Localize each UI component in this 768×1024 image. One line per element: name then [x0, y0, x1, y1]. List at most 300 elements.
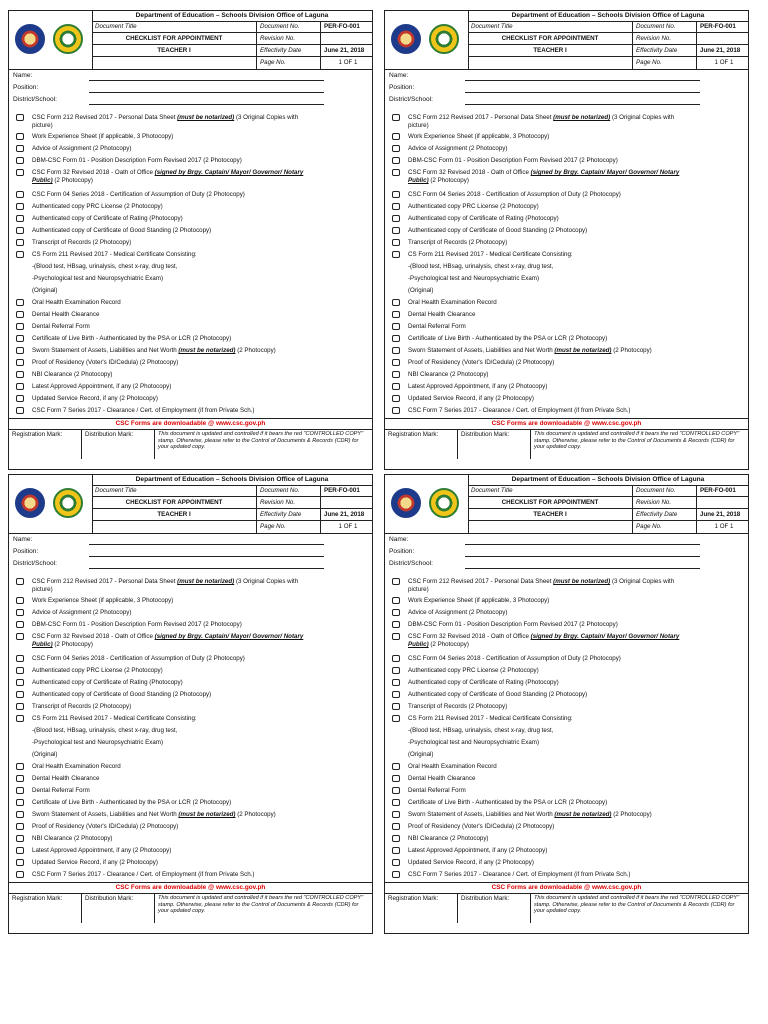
checkbox[interactable] — [16, 578, 24, 585]
checkbox[interactable] — [392, 227, 400, 234]
item-main-text: (Original) — [408, 287, 434, 294]
item-main-text: CS Form 211 Revised 2017 - Medical Certificate Consisting: — [32, 715, 197, 722]
position-field[interactable] — [465, 556, 700, 557]
position-field[interactable] — [89, 92, 324, 93]
checkbox[interactable] — [392, 847, 400, 854]
checkbox[interactable] — [392, 395, 400, 402]
checkbox[interactable] — [16, 191, 24, 198]
item-main-text: Latest Approved Appointment, if any (2 Photocopy) — [408, 383, 548, 390]
revision-value — [321, 33, 372, 45]
item-main-text: CSC Form 7 Series 2017 - Clearance / Cert. of Employment (if from Private Sch.) — [32, 407, 255, 414]
district-label: District/School: — [13, 560, 57, 567]
checkbox[interactable] — [392, 871, 400, 878]
doc-title-line2: TEACHER I — [468, 45, 633, 57]
item-suffix-text: (2 Photocopy) — [611, 811, 652, 818]
checkbox[interactable] — [392, 691, 400, 698]
item-suffix-text: (2 Photocopy) — [611, 347, 652, 354]
item-text — [408, 323, 742, 331]
checkbox[interactable] — [16, 703, 24, 710]
checkbox[interactable] — [16, 871, 24, 878]
page-value: 1 OF 1 — [338, 59, 358, 66]
item-main-text: Advice of Assignment (2 Photocopy) — [32, 609, 132, 616]
card-header — [385, 475, 748, 534]
card-footer — [385, 429, 748, 459]
item-main-text: CSC Form 32 Revised 2018 - Oath of Office — [408, 169, 531, 176]
card-header — [9, 11, 372, 70]
revision-value — [697, 497, 748, 509]
checkbox[interactable] — [392, 835, 400, 842]
checkbox[interactable] — [16, 621, 24, 628]
checkbox[interactable] — [16, 145, 24, 152]
checkbox[interactable] — [392, 347, 400, 354]
checkbox[interactable] — [16, 239, 24, 246]
item-main-text: (Original) — [32, 287, 58, 294]
item-main-text: Certificate of Live Birth - Authenticated by the PSA or LCR (2 Photocopy) — [408, 799, 608, 806]
item-main-text: DBM-CSC Form 01 - Position Description Form Revised 2017 (2 Photocopy) — [32, 157, 242, 164]
effectivity-value: June 21, 2018 — [697, 509, 748, 521]
item-continuation-emphasis: Public) — [408, 177, 429, 184]
item-text — [408, 347, 742, 355]
item-main-text: Authenticated copy PRC License (2 Photocopy) — [408, 203, 539, 210]
checkbox[interactable] — [16, 655, 24, 662]
checkbox[interactable] — [392, 763, 400, 770]
position-field[interactable] — [89, 556, 324, 557]
item-main-text: Updated Service Record, if any (2 Photocopy) — [32, 859, 158, 866]
doc-title-line2: TEACHER I — [92, 45, 257, 57]
item-text — [32, 275, 366, 283]
checkbox[interactable] — [392, 811, 400, 818]
item-text — [32, 203, 366, 211]
item-main-text: -Psychological test and Neuropsychiatric Exam) — [408, 739, 540, 746]
effectivity-value: June 21, 2018 — [321, 45, 372, 57]
checkbox[interactable] — [16, 114, 24, 121]
logo-area — [385, 475, 469, 533]
item-main-text: Authenticated copy PRC License (2 Photocopy) — [32, 667, 163, 674]
checkbox[interactable] — [392, 215, 400, 222]
item-text — [408, 621, 742, 629]
checkbox[interactable] — [16, 679, 24, 686]
item-main-text: -Psychological test and Neuropsychiatric Exam) — [32, 739, 164, 746]
item-text — [32, 114, 366, 130]
item-main-text: CS Form 211 Revised 2017 - Medical Certificate Consisting: — [32, 251, 197, 258]
item-text — [408, 799, 742, 807]
item-main-text: Dental Health Clearance — [32, 311, 100, 318]
card-header — [9, 475, 372, 534]
item-main-text: CSC Form 212 Revised 2017 - Personal Data Sheet — [408, 114, 554, 121]
item-text — [408, 371, 742, 379]
item-text — [32, 347, 366, 355]
doc-title-line1: CHECKLIST FOR APPOINTMENT — [92, 33, 257, 45]
item-main-text: -(Blood test, HBsag, urinalysis, chest x-ray, drug test, — [408, 263, 554, 270]
card-header — [385, 11, 748, 70]
district-label: District/School: — [13, 96, 57, 103]
item-text — [408, 775, 742, 783]
item-main-text: Latest Approved Appointment, if any (2 Photocopy) — [408, 847, 548, 854]
item-text — [408, 275, 742, 283]
item-main-text: CS Form 211 Revised 2017 - Medical Certificate Consisting: — [408, 715, 573, 722]
doc-title-label: Document Title — [468, 21, 633, 33]
checklist-card — [8, 474, 373, 934]
item-emphasis-text: (must be notarized) — [178, 811, 236, 818]
checkbox[interactable] — [392, 251, 400, 258]
item-main-text: Sworn Statement of Assets, Liabilities and Net Worth — [408, 347, 555, 354]
checkbox[interactable] — [392, 133, 400, 140]
checkbox[interactable] — [392, 703, 400, 710]
checkbox[interactable] — [392, 633, 400, 640]
item-text — [408, 239, 742, 247]
checkbox[interactable] — [392, 715, 400, 722]
name-label: Name: — [13, 72, 33, 79]
checkbox[interactable] — [16, 347, 24, 354]
checkbox[interactable] — [16, 371, 24, 378]
item-main-text: CSC Form 7 Series 2017 - Clearance / Cert. of Employment (if from Private Sch.) — [408, 407, 631, 414]
item-emphasis-text: (must be notarized) — [177, 114, 235, 121]
item-suffix-text: (3 Original Copies with — [610, 578, 675, 585]
revision-label: Revision No. — [633, 33, 697, 45]
item-main-text: Certificate of Live Birth - Authenticated by the PSA or LCR (2 Photocopy) — [408, 335, 608, 342]
item-main-text: DBM-CSC Form 01 - Position Description Form Revised 2017 (2 Photocopy) — [408, 157, 618, 164]
name-label: Name: — [389, 536, 409, 543]
item-main-text: Dental Referral Form — [408, 323, 466, 330]
logo-area — [9, 475, 93, 533]
item-main-text: Work Experience Sheet (if applicable, 3 Photocopy) — [32, 597, 174, 604]
effectivity-value: June 21, 2018 — [321, 509, 372, 521]
name-field[interactable] — [89, 544, 324, 545]
page-label: Page No. — [257, 521, 321, 533]
doc-title-line1: CHECKLIST FOR APPOINTMENT — [92, 497, 257, 509]
item-main-text: Authenticated copy of Certificate of Rating (Photocopy) — [408, 679, 559, 686]
position-label: Position: — [389, 84, 415, 91]
item-text — [32, 811, 366, 819]
doc-no-label: Document No. — [257, 21, 321, 33]
item-main-text: Updated Service Record, if any (2 Photocopy) — [408, 395, 534, 402]
checkbox[interactable] — [392, 335, 400, 342]
item-text — [408, 395, 742, 403]
checkbox[interactable] — [16, 335, 24, 342]
page-value: 1 OF 1 — [338, 523, 358, 530]
doc-title-label: Document Title — [92, 21, 257, 33]
item-continuation-text: (2 Photocopy) — [428, 177, 469, 184]
item-text — [32, 787, 366, 795]
doc-title-line2: TEACHER I — [468, 509, 633, 521]
item-main-text: (Original) — [32, 751, 58, 758]
distribution-mark: Distribution Mark: — [82, 429, 155, 459]
item-emphasis-text: (signed by Brgy. Captain/ Mayor/ Governor/ Notary — [530, 633, 680, 640]
item-main-text: Oral Health Examination Record — [408, 763, 497, 770]
item-main-text: NBI Clearance (2 Photocopy) — [32, 835, 113, 842]
checkbox[interactable] — [392, 775, 400, 782]
item-text — [32, 227, 366, 235]
item-suffix-text: (2 Photocopy) — [235, 811, 276, 818]
checkbox[interactable] — [392, 323, 400, 330]
item-text — [32, 633, 366, 649]
item-text — [408, 578, 742, 594]
item-text — [32, 739, 366, 747]
item-main-text: Transcript of Records (2 Photocopy) — [408, 703, 508, 710]
checklist-card — [8, 10, 373, 470]
item-continuation-emphasis: Public) — [32, 177, 53, 184]
item-main-text: Latest Approved Appointment, if any (2 Photocopy) — [32, 383, 172, 390]
checkbox[interactable] — [16, 859, 24, 866]
doc-title-blank — [468, 57, 633, 69]
item-text — [32, 145, 366, 153]
item-main-text: CSC Form 32 Revised 2018 - Oath of Office — [32, 169, 155, 176]
item-main-text: Sworn Statement of Assets, Liabilities and Net Worth — [32, 347, 179, 354]
checkbox[interactable] — [16, 311, 24, 318]
item-text — [32, 578, 366, 594]
item-suffix-text: (3 Original Copies with — [234, 578, 299, 585]
revision-label: Revision No. — [633, 497, 697, 509]
checkbox[interactable] — [392, 114, 400, 121]
checkbox[interactable] — [392, 787, 400, 794]
effectivity-value: June 21, 2018 — [697, 45, 748, 57]
district-label: District/School: — [389, 96, 433, 103]
item-text — [32, 597, 366, 605]
item-text — [408, 633, 742, 649]
download-note: CSC Forms are downloadable @ www.csc.gov.ph — [9, 418, 372, 430]
checkbox[interactable] — [16, 763, 24, 770]
item-text — [32, 299, 366, 307]
registration-mark: Registration Mark: — [385, 893, 458, 923]
checkbox[interactable] — [392, 203, 400, 210]
download-note: CSC Forms are downloadable @ www.csc.gov.ph — [385, 418, 748, 430]
checkbox[interactable] — [392, 859, 400, 866]
name-field[interactable] — [465, 544, 700, 545]
checkbox[interactable] — [16, 323, 24, 330]
item-suffix-text: (3 Original Copies with — [234, 114, 299, 121]
item-main-text: Authenticated copy of Certificate of Good Standing (2 Photocopy) — [32, 691, 212, 698]
item-main-text: -Psychological test and Neuropsychiatric Exam) — [408, 275, 540, 282]
checkbox[interactable] — [16, 609, 24, 616]
item-text — [32, 169, 366, 185]
checkbox[interactable] — [392, 191, 400, 198]
item-text — [408, 335, 742, 343]
item-main-text: CSC Form 212 Revised 2017 - Personal Data Sheet — [408, 578, 554, 585]
checkbox[interactable] — [16, 597, 24, 604]
item-emphasis-text: (signed by Brgy. Captain/ Mayor/ Governor/ Notary — [154, 169, 304, 176]
checkbox[interactable] — [16, 169, 24, 176]
item-text — [32, 703, 366, 711]
item-suffix-text: (3 Original Copies with — [610, 114, 675, 121]
item-text — [32, 251, 366, 259]
item-text — [32, 395, 366, 403]
checkbox[interactable] — [392, 823, 400, 830]
control-note: This document is updated and controlled if it bears the red "CONTROLLED COPY" stamp. Otherwise, please refer to the Control of Documents & Records (CDR) for your updated copy. — [158, 431, 364, 450]
position-label: Position: — [13, 548, 39, 555]
item-main-text: Proof of Residency (Voter's ID/Cedula) (2 Photocopy) — [32, 359, 179, 366]
document-info-grid — [92, 485, 372, 533]
checkbox[interactable] — [392, 655, 400, 662]
checkbox[interactable] — [392, 299, 400, 306]
doc-title-line2: TEACHER I — [92, 509, 257, 521]
doc-title-line1: CHECKLIST FOR APPOINTMENT — [468, 497, 633, 509]
item-main-text: Dental Referral Form — [32, 787, 90, 794]
department-title: Department of Education – Schools Division Office of Laguna — [92, 11, 372, 22]
download-note: CSC Forms are downloadable @ www.csc.gov.ph — [9, 882, 372, 894]
item-text — [32, 679, 366, 687]
checkbox[interactable] — [16, 133, 24, 140]
checkbox[interactable] — [16, 299, 24, 306]
name-field[interactable] — [465, 80, 700, 81]
checkbox[interactable] — [392, 407, 400, 414]
item-continuation-text: picture) — [32, 122, 53, 129]
item-main-text: CSC Form 04 Series 2018 - Certification of Assumption of Duty (2 Photocopy) — [408, 191, 621, 198]
checkbox[interactable] — [392, 169, 400, 176]
checkbox[interactable] — [16, 251, 24, 258]
checkbox[interactable] — [16, 799, 24, 806]
district-field[interactable] — [89, 104, 324, 105]
item-text — [408, 383, 742, 391]
district-field[interactable] — [89, 568, 324, 569]
item-text — [408, 787, 742, 795]
item-text — [408, 859, 742, 867]
item-main-text: Updated Service Record, if any (2 Photocopy) — [408, 859, 534, 866]
checkbox[interactable] — [392, 311, 400, 318]
checkbox[interactable] — [16, 395, 24, 402]
item-main-text: Sworn Statement of Assets, Liabilities and Net Worth — [408, 811, 555, 818]
checkbox[interactable] — [392, 679, 400, 686]
checkbox[interactable] — [16, 383, 24, 390]
doc-no-value: PER-FO-001 — [321, 485, 372, 497]
checkbox[interactable] — [16, 633, 24, 640]
checkbox[interactable] — [16, 823, 24, 830]
item-main-text: (Original) — [408, 751, 434, 758]
item-emphasis-text: (signed by Brgy. Captain/ Mayor/ Governor/ Notary — [154, 633, 304, 640]
item-continuation-text: picture) — [32, 586, 53, 593]
distribution-mark: Distribution Mark: — [458, 893, 531, 923]
deped-seal-logo — [391, 488, 421, 518]
effectivity-label: Effectivity Date — [633, 509, 697, 521]
checkbox[interactable] — [16, 715, 24, 722]
item-emphasis-text: (must be notarized) — [178, 347, 236, 354]
checklist-card — [384, 10, 749, 470]
item-main-text: Updated Service Record, if any (2 Photocopy) — [32, 395, 158, 402]
checkbox[interactable] — [16, 407, 24, 414]
item-emphasis-text: (must be notarized) — [554, 811, 612, 818]
checkbox[interactable] — [392, 383, 400, 390]
doc-title-blank — [92, 57, 257, 69]
checkbox[interactable] — [392, 609, 400, 616]
checkbox[interactable] — [392, 799, 400, 806]
item-text — [32, 871, 366, 879]
item-main-text: -(Blood test, HBsag, urinalysis, chest x-ray, drug test, — [32, 263, 178, 270]
checkbox[interactable] — [392, 371, 400, 378]
division-seal-logo — [53, 488, 83, 518]
checkbox[interactable] — [16, 215, 24, 222]
checkbox[interactable] — [392, 239, 400, 246]
checkbox[interactable] — [16, 847, 24, 854]
item-text — [408, 203, 742, 211]
checkbox[interactable] — [16, 203, 24, 210]
item-text — [32, 823, 366, 831]
checkbox[interactable] — [16, 775, 24, 782]
item-main-text: Dental Health Clearance — [32, 775, 100, 782]
page-value: 1 OF 1 — [714, 59, 734, 66]
page-label: Page No. — [633, 57, 697, 69]
item-main-text: NBI Clearance (2 Photocopy) — [408, 835, 489, 842]
item-main-text: Certificate of Live Birth - Authenticated by the PSA or LCR (2 Photocopy) — [32, 335, 232, 342]
item-main-text: CSC Form 7 Series 2017 - Clearance / Cert. of Employment (if from Private Sch.) — [32, 871, 255, 878]
checkbox[interactable] — [16, 811, 24, 818]
checkbox[interactable] — [392, 621, 400, 628]
checkbox[interactable] — [16, 787, 24, 794]
item-main-text: Proof of Residency (Voter's ID/Cedula) (2 Photocopy) — [408, 359, 555, 366]
district-field[interactable] — [465, 568, 700, 569]
item-text — [32, 323, 366, 331]
item-main-text: Transcript of Records (2 Photocopy) — [32, 703, 132, 710]
item-main-text: Work Experience Sheet (if applicable, 3 Photocopy) — [408, 597, 550, 604]
item-main-text: NBI Clearance (2 Photocopy) — [408, 371, 489, 378]
checkbox[interactable] — [16, 691, 24, 698]
name-field[interactable] — [89, 80, 324, 81]
page-value: 1 OF 1 — [714, 523, 734, 530]
deped-seal-logo — [15, 488, 45, 518]
item-continuation-text: (2 Photocopy) — [428, 641, 469, 648]
item-main-text: NBI Clearance (2 Photocopy) — [32, 371, 113, 378]
checkbox[interactable] — [392, 578, 400, 585]
checkbox[interactable] — [16, 359, 24, 366]
page-label: Page No. — [633, 521, 697, 533]
division-seal-logo — [53, 24, 83, 54]
document-info-grid — [92, 21, 372, 69]
item-text — [32, 835, 366, 843]
doc-title-blank — [468, 521, 633, 533]
department-title: Department of Education – Schools Division Office of Laguna — [92, 475, 372, 486]
item-emphasis-text: (must be notarized) — [554, 347, 612, 354]
revision-value — [321, 497, 372, 509]
doc-title-label: Document Title — [468, 485, 633, 497]
checkbox[interactable] — [392, 145, 400, 152]
position-field[interactable] — [465, 92, 700, 93]
position-label: Position: — [13, 84, 39, 91]
division-seal-logo — [429, 24, 459, 54]
item-main-text: Proof of Residency (Voter's ID/Cedula) (2 Photocopy) — [408, 823, 555, 830]
item-main-text: Work Experience Sheet (if applicable, 3 Photocopy) — [32, 133, 174, 140]
checkbox[interactable] — [16, 835, 24, 842]
item-main-text: CSC Form 32 Revised 2018 - Oath of Office — [32, 633, 155, 640]
checkbox[interactable] — [16, 667, 24, 674]
control-note: This document is updated and controlled if it bears the red "CONTROLLED COPY" stamp. Otherwise, please refer to the Control of Documents & Records (CDR) for your updated copy. — [534, 431, 740, 450]
document-info-grid — [468, 485, 748, 533]
item-text — [408, 251, 742, 259]
item-main-text: Oral Health Examination Record — [408, 299, 497, 306]
checkbox[interactable] — [16, 157, 24, 164]
item-main-text: Advice of Assignment (2 Photocopy) — [408, 609, 508, 616]
item-main-text: Oral Health Examination Record — [32, 299, 121, 306]
item-main-text: Authenticated copy of Certificate of Good Standing (2 Photocopy) — [32, 227, 212, 234]
doc-no-value: PER-FO-001 — [697, 485, 748, 497]
checkbox[interactable] — [392, 597, 400, 604]
checkbox[interactable] — [392, 667, 400, 674]
checkbox[interactable] — [16, 227, 24, 234]
control-note: This document is updated and controlled if it bears the red "CONTROLLED COPY" stamp. Otherwise, please refer to the Control of Documents & Records (CDR) for your updated copy. — [158, 895, 364, 914]
deped-seal-logo — [391, 24, 421, 54]
checkbox[interactable] — [392, 157, 400, 164]
checkbox[interactable] — [392, 359, 400, 366]
item-continuation-text: picture) — [408, 122, 429, 129]
item-text — [32, 311, 366, 319]
item-main-text: DBM-CSC Form 01 - Position Description Form Revised 2017 (2 Photocopy) — [408, 621, 618, 628]
item-main-text: Proof of Residency (Voter's ID/Cedula) (2 Photocopy) — [32, 823, 179, 830]
item-continuation-emphasis: Public) — [32, 641, 53, 648]
registration-mark: Registration Mark: — [9, 429, 82, 459]
item-text — [408, 763, 742, 771]
item-text — [408, 311, 742, 319]
item-main-text: CSC Form 212 Revised 2017 - Personal Data Sheet — [32, 578, 178, 585]
item-text — [32, 775, 366, 783]
district-field[interactable] — [465, 104, 700, 105]
effectivity-label: Effectivity Date — [257, 45, 321, 57]
